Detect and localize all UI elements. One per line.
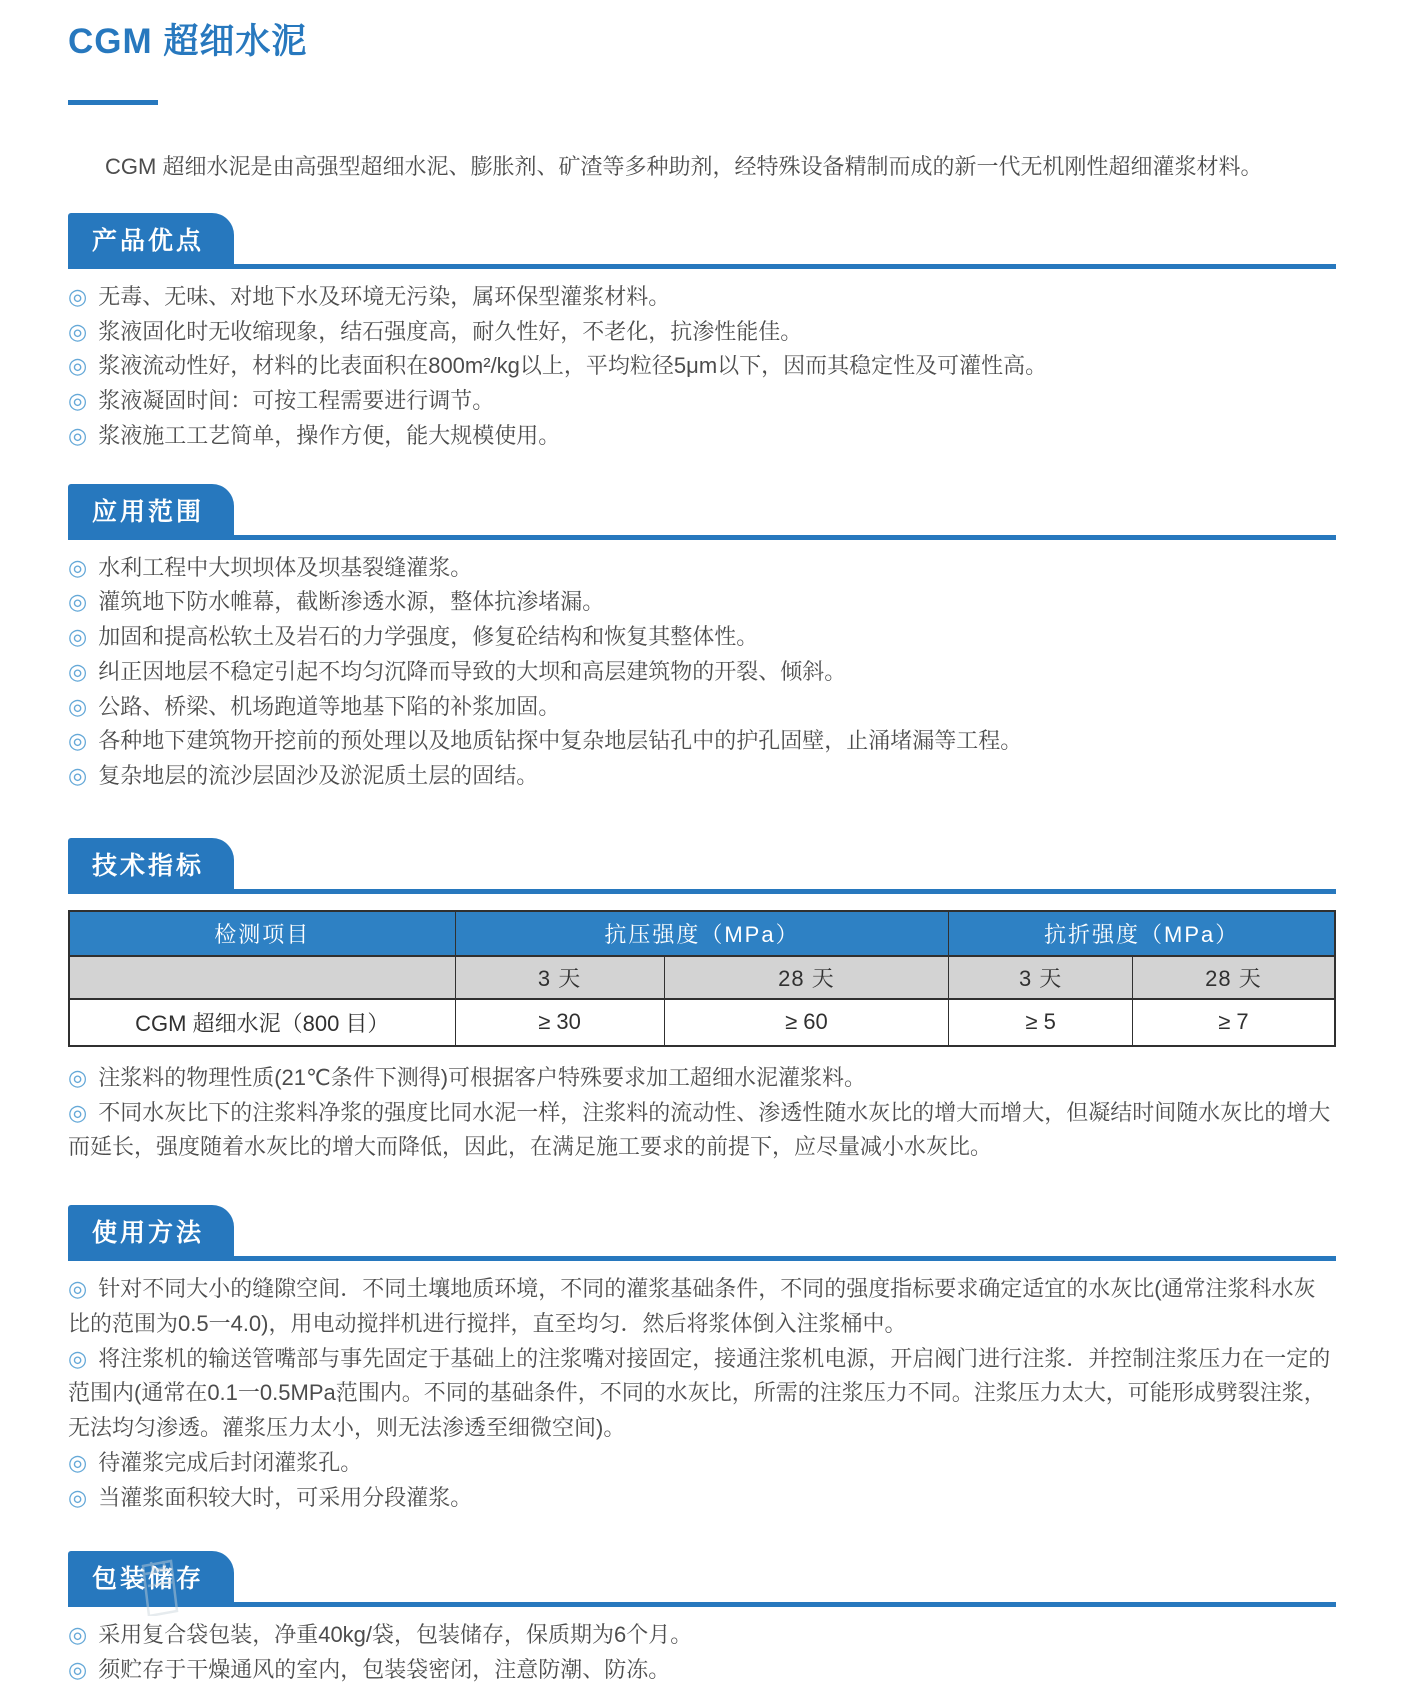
storage-list [68,1607,1336,1688]
bullseye-bullet-icon: ◎ [68,1276,88,1302]
list-item-text: 注浆料的物理性质(21℃条件下测得)可根据客户特殊要求加工超细水泥灌浆料。 [98,1064,867,1090]
section-specs [68,838,1336,1165]
subcol-3d: 3 天 [455,956,664,999]
list-item [68,1061,1336,1096]
list-item [68,690,1336,725]
list-item-text: 浆液流动性好，材料的比表面积在800m²/kg以上，平均粒径5μm以下，因而其稳定性及可灌性高。 [98,353,1048,379]
bullseye-bullet-icon: ◎ [68,1064,88,1090]
section-header-rule [68,1551,1336,1607]
bullseye-bullet-icon: ◎ [68,589,88,615]
list-item-text: 须贮存于干燥通风的室内，包装袋密闭，注意防潮、防冻。 [98,1657,671,1683]
subcol-28d: 28 天 [664,956,949,999]
col-header-flexural: 抗折强度（MPa） [949,911,1335,956]
bullseye-bullet-icon: ◎ [68,1484,88,1510]
specs-notes-list [68,1047,1336,1165]
list-item [68,1653,1336,1688]
cell-value: ≥ 60 [664,999,949,1046]
subcol-3d: 3 天 [949,956,1133,999]
list-item [68,349,1336,384]
list-item [68,585,1336,620]
list-item-text: 浆液固化时无收缩现象，结石强度高，耐久性好，不老化，抗渗性能佳。 [98,318,803,344]
cell-value: ≥ 5 [949,999,1133,1046]
section-title-badge: 包装储存 [68,1551,234,1602]
list-item [68,1618,1336,1653]
list-item [68,759,1336,794]
section-title-badge: 使用方法 [68,1205,234,1256]
section-title-badge: 应用范围 [68,484,234,535]
section-usage [68,1205,1336,1515]
list-item-text: 将注浆机的输送管嘴部与事先固定于基础上的注浆嘴对接固定，接通注浆机电源，开启阀门进行注浆．并控制注浆压力在一定的范围内(通常在0.1一0.5MPa范围内。不同的基础条件，不同的水灰比，所需的注浆压力不同。注浆压力太大，可能形成劈裂注浆，无法均匀渗透。灌浆压力太小，则无法渗透至细微空间)。 [68,1345,1331,1441]
bullseye-bullet-icon: ◎ [68,422,88,448]
section-header-rule [68,213,1336,269]
bullseye-bullet-icon: ◎ [68,1622,88,1648]
list-item [68,1446,1336,1481]
list-item-text: 水利工程中大坝坝体及坝基裂缝灌浆。 [98,554,473,580]
list-item [68,724,1336,759]
spec-table-header-row [69,911,1335,956]
list-item [68,551,1336,586]
usage-list [68,1261,1336,1515]
section-advantages [68,213,1336,454]
intro-paragraph: CGM 超细水泥是由高强型超细水泥、膨胀剂、矿渣等多种助剂，经特殊设备精制而成的新一代无机刚性超细灌浆材料。 [105,154,1263,179]
list-item-text: 纠正因地层不稳定引起不均匀沉降而导致的大坝和高层建筑物的开裂、倾斜。 [98,658,847,684]
cell-value: ≥ 30 [455,999,664,1046]
list-item-text: 不同水灰比下的注浆料净浆的强度比同水泥一样，注浆料的流动性、渗透性随水灰比的增大而增大，但凝结时间随水灰比的增大而延长，强度随着水灰比的增大而降低，因此，在满足施工要求的前提下，应尽量减小水灰比。 [68,1099,1331,1160]
spec-table [68,910,1336,1047]
bullseye-bullet-icon: ◎ [68,1657,88,1683]
bullseye-bullet-icon: ◎ [68,318,88,344]
bullseye-bullet-icon: ◎ [68,283,88,309]
applications-list [68,540,1336,794]
bullseye-bullet-icon: ◎ [68,763,88,789]
list-item [68,384,1336,419]
section-header-rule [68,838,1336,894]
list-item-text: 浆液施工工艺简单，操作方便，能大规模使用。 [98,422,561,448]
section-title-badge: 技术指标 [68,838,234,889]
list-item-text: 浆液凝固时间：可按工程需要进行调节。 [98,388,495,414]
cell-product-name: CGM 超细水泥（800 目） [69,999,455,1046]
bullseye-bullet-icon: ◎ [68,693,88,719]
bullseye-bullet-icon: ◎ [68,554,88,580]
list-item-text: 灌筑地下防水帷幕，截断渗透水源，整体抗渗堵漏。 [98,589,605,615]
section-header-rule [68,484,1336,540]
section-header-rule [68,1205,1336,1261]
bullseye-bullet-icon: ◎ [68,1345,88,1371]
list-item [68,419,1336,454]
watermark-graphic [115,1556,201,1621]
page-title: CGM 超细水泥 [68,22,308,61]
subcol-empty [69,956,455,999]
section-storage [68,1551,1336,1688]
list-item [68,1096,1336,1166]
bullseye-bullet-icon: ◎ [68,1099,88,1125]
list-item-text: 当灌浆面积较大时，可采用分段灌浆。 [98,1484,473,1510]
cell-value: ≥ 7 [1132,999,1335,1046]
section-applications [68,484,1336,794]
list-item-text: 无毒、无味、对地下水及环境无污染，属环保型灌浆材料。 [98,283,671,309]
list-item [68,280,1336,315]
subcol-28d: 28 天 [1132,956,1335,999]
list-item [68,620,1336,655]
advantages-list [68,269,1336,454]
bullseye-bullet-icon: ◎ [68,728,88,754]
col-header-compressive: 抗压强度（MPa） [455,911,949,956]
col-header-project: 检测项目 [69,911,455,956]
section-title-badge: 产品优点 [68,213,234,264]
list-item-text: 复杂地层的流沙层固沙及淤泥质土层的固结。 [98,763,539,789]
list-item-text: 各种地下建筑物开挖前的预处理以及地质钻探中复杂地层钻孔中的护孔固壁，止涌堵漏等工程。 [98,728,1023,754]
spec-table-data-row [69,999,1335,1046]
bullseye-bullet-icon: ◎ [68,353,88,379]
list-item-text: 针对不同大小的缝隙空间．不同土壤地质环境，不同的灌浆基础条件，不同的强度指标要求确定适宜的水灰比(通常注浆科水灰比的范围为0.5一4.0)，用电动搅拌机进行搅拌，直至均匀．然后将浆体倒入注浆桶中。 [68,1276,1316,1336]
title-underline-divider [68,100,158,105]
bullseye-bullet-icon: ◎ [68,388,88,414]
list-item-text: 采用复合袋包装，净重40kg/袋，包装储存，保质期为6个月。 [98,1622,693,1648]
list-item-text: 公路、桥梁、机场跑道等地基下陷的补浆加固。 [98,693,561,719]
list-item [68,315,1336,350]
list-item [68,1272,1336,1342]
bullseye-bullet-icon: ◎ [68,624,88,650]
list-item [68,655,1336,690]
list-item [68,1481,1336,1516]
list-item-text: 待灌浆完成后封闭灌浆孔。 [98,1449,363,1475]
list-item [68,1342,1336,1446]
bullseye-bullet-icon: ◎ [68,1449,88,1475]
spec-table-subheader-row [69,956,1335,999]
list-item-text: 加固和提高松软土及岩石的力学强度，修复砼结构和恢复其整体性。 [98,624,759,650]
bullseye-bullet-icon: ◎ [68,658,88,684]
